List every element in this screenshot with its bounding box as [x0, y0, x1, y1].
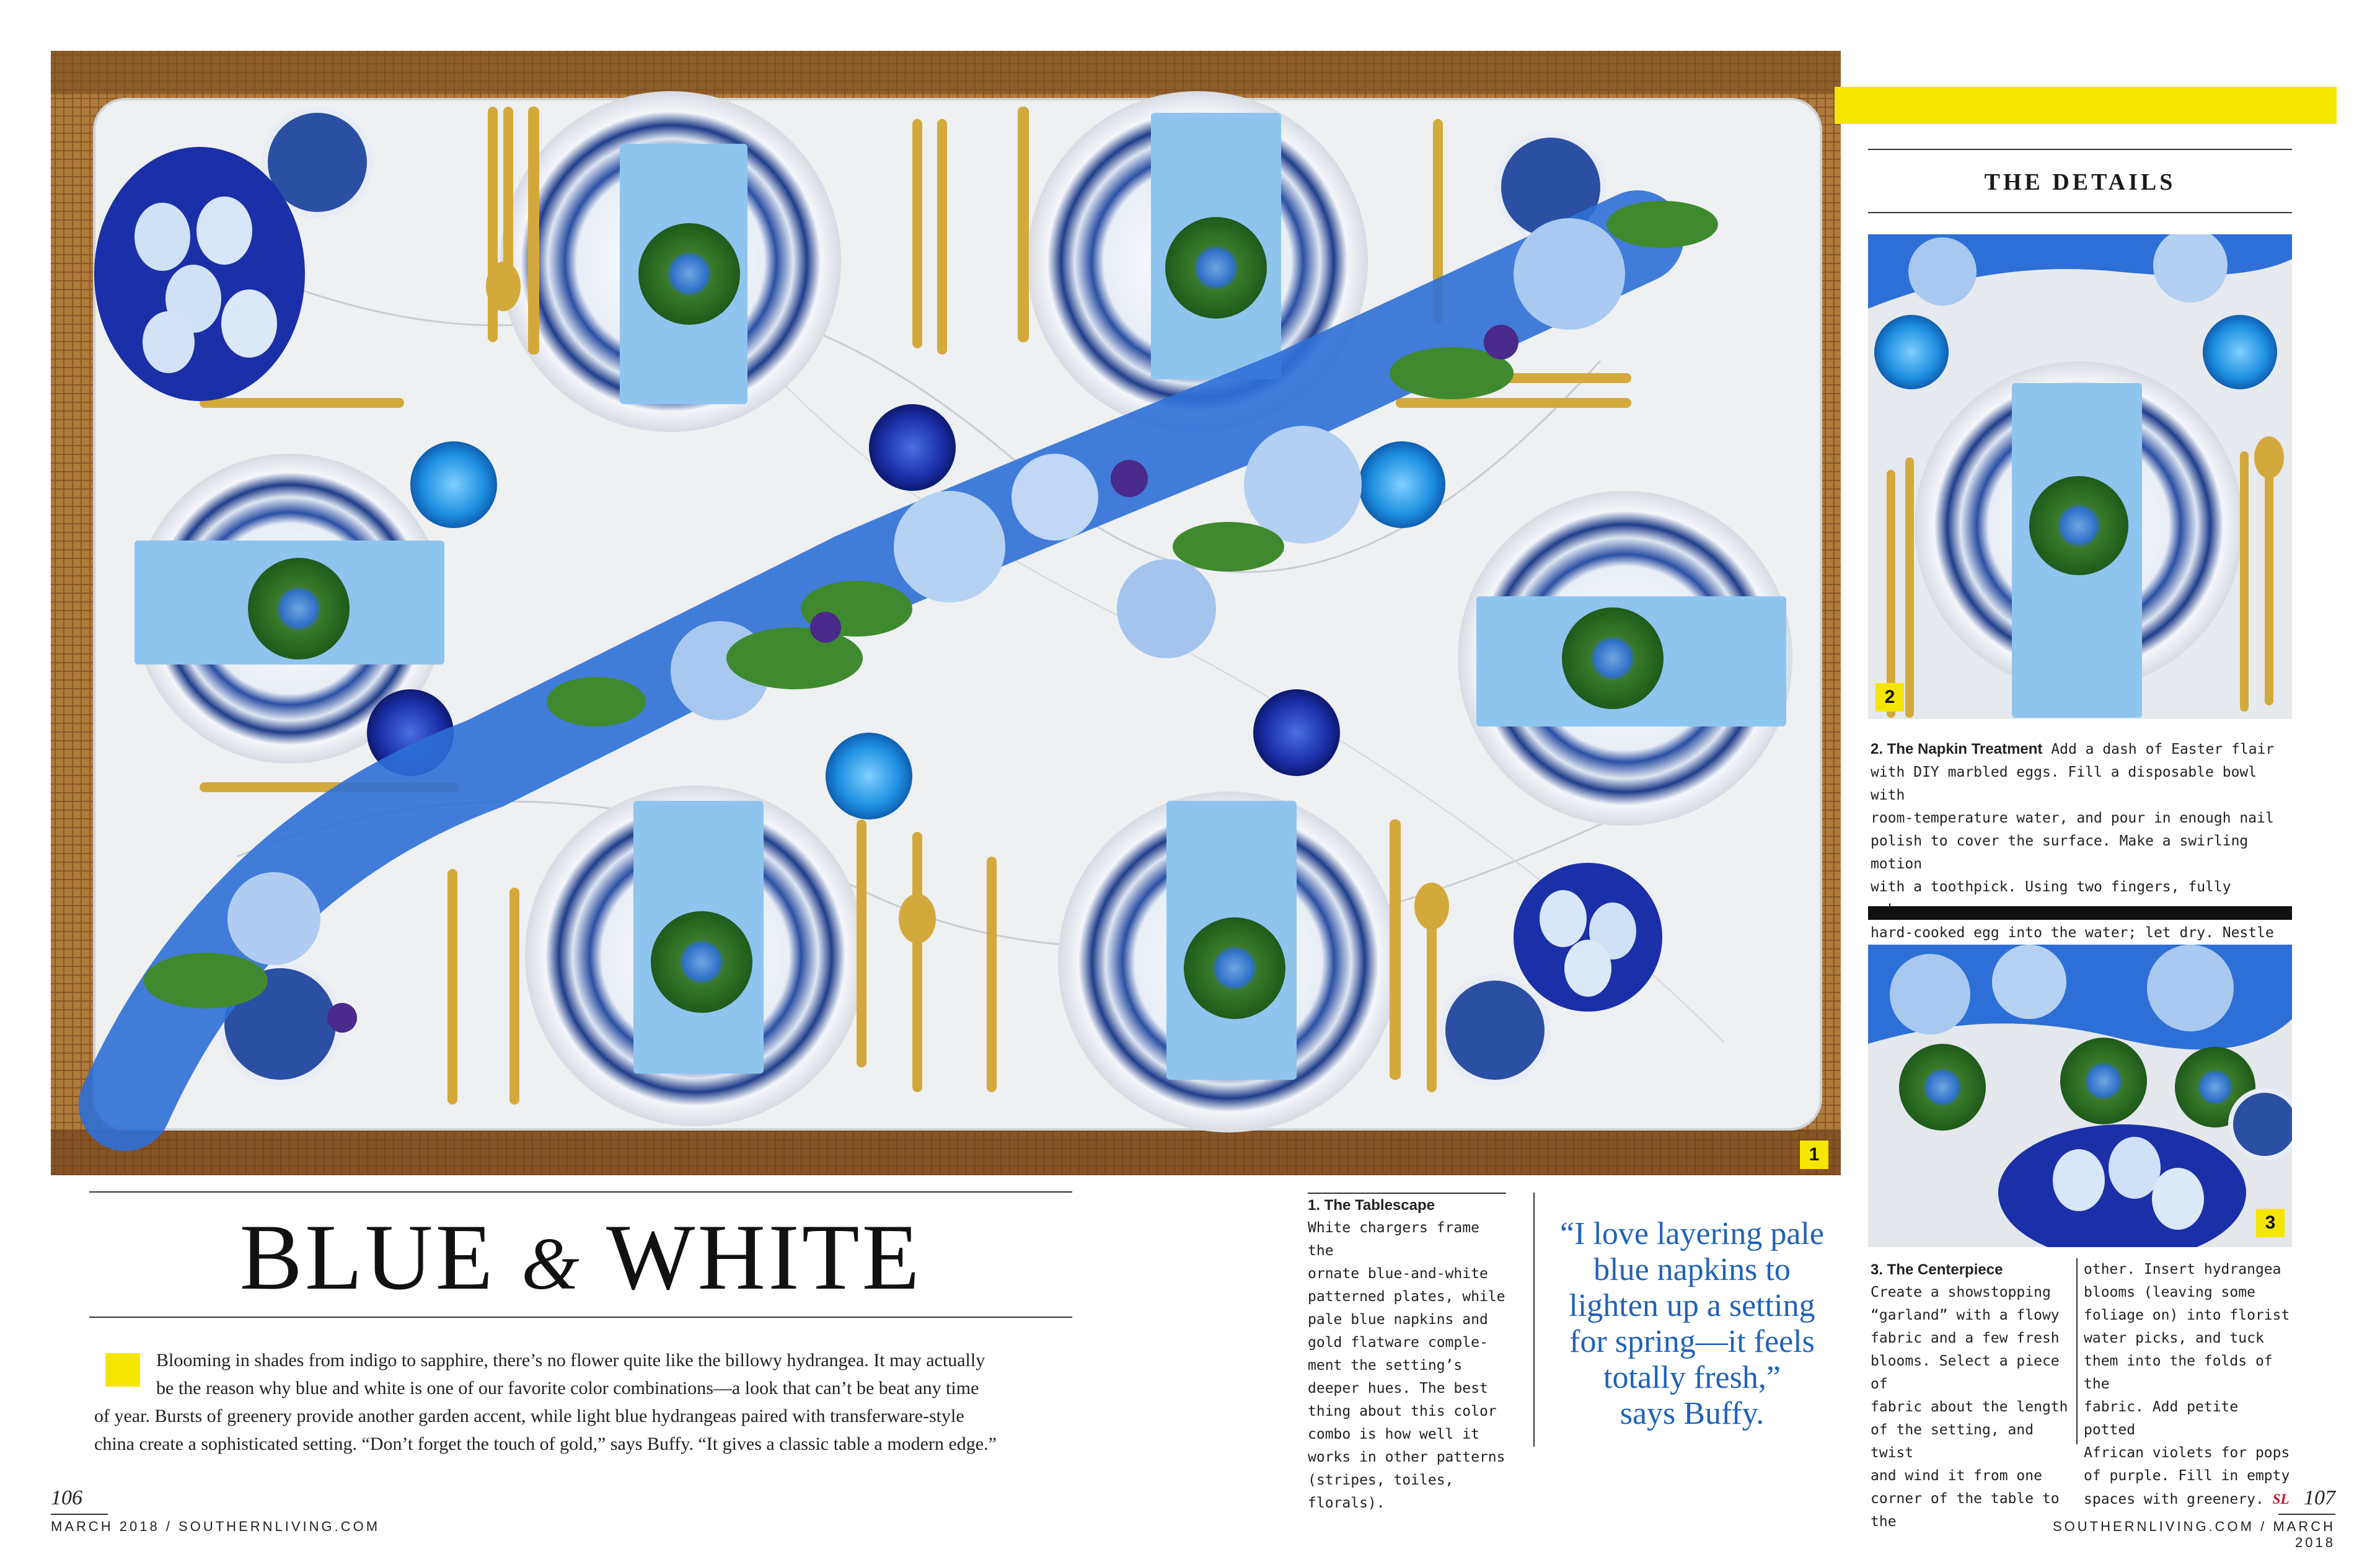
small-dish [1442, 977, 1548, 1083]
divider-bar [1868, 906, 2292, 920]
glass [410, 441, 497, 528]
headline-box [89, 1191, 1072, 1318]
headline [89, 1205, 1072, 1309]
caption-line: ment the setting’s [1308, 1357, 1463, 1374]
intro-line: Blooming in shades from indigo to sapphire, there’s no flower quite like the billowy hydrangea. It may actually [156, 1350, 985, 1370]
column-divider [2076, 1258, 2078, 1444]
photo-number-badge: 2 [1875, 683, 1904, 712]
quote-line: for spring—it feels [1569, 1324, 1815, 1359]
caption-line: works in other patterns [1308, 1449, 1505, 1465]
caption-centerpiece-col1 [1871, 1258, 2069, 1533]
divider [1868, 149, 2292, 150]
caption-line: thing about this color [1308, 1403, 1497, 1419]
intro-yellow-square [105, 1353, 140, 1387]
caption-line: fabric about the length [1871, 1399, 2068, 1415]
caption-line: fabric and a few fresh [1871, 1330, 2060, 1346]
photo-number-badge: 1 [1800, 1141, 1828, 1169]
caption-line: hard-cooked egg into the water; let dry. Nestle [1871, 925, 2274, 941]
caption-line: of the setting, and twist [1871, 1422, 2034, 1461]
quote-line: “I love layering pale [1560, 1216, 1824, 1251]
egg-bowl [1514, 863, 1662, 1012]
right-page-number: 107 [2304, 1486, 2335, 1509]
plate-setting [525, 785, 866, 1126]
headline-ampersand: & [521, 1222, 582, 1305]
caption-line: corner of the table to the [1871, 1491, 2060, 1530]
folio-rule [51, 1514, 108, 1515]
caption-line: gold flatware comple- [1308, 1335, 1488, 1351]
egg-bowl [94, 147, 305, 401]
accent-yellow-bar [1835, 87, 2337, 124]
caption-line: deeper hues. The best [1308, 1380, 1488, 1397]
caption-centerpiece-col2 [2084, 1258, 2292, 1511]
caption-text: spaces with greenery. [2084, 1491, 2264, 1507]
caption-line: fabric. Add petite potted [2084, 1399, 2239, 1438]
headline-part1: BLUE [239, 1205, 496, 1309]
glass [826, 733, 912, 819]
caption-line: of purple. Fill in empty [2084, 1468, 2290, 1484]
divider [1868, 212, 2292, 213]
caption-title: 1. The Tablescape [1308, 1197, 1435, 1214]
caption-line: blooms (leaving some [2084, 1284, 2255, 1300]
plate-setting [1458, 491, 1792, 826]
quote-line: says Buffy. [1620, 1396, 1765, 1431]
caption-text: Add a dash of Easter flair [2042, 741, 2275, 757]
tablescape-illustration [51, 51, 1841, 1175]
quote-line: lighten up a setting [1569, 1288, 1815, 1323]
caption-line: White chargers frame the [1308, 1220, 1479, 1259]
caption-line: foliage on) into florist [2084, 1307, 2290, 1323]
right-footer-line: SOUTHERNLIVING.COM / MARCH 2018 [2052, 1519, 2335, 1550]
quote-divider [1533, 1193, 1535, 1447]
caption-line: other. Insert hydrangea [2084, 1261, 2281, 1277]
left-page-number: 106 [51, 1486, 82, 1509]
caption-line: Create a showstopping [1871, 1284, 2051, 1300]
intro-line: china create a sophisticated setting. “Don’t forget the touch of gold,” says Buffy. “It gives a classic table a modern edge.” [94, 1434, 997, 1454]
caption-line: them into the folds of the [2084, 1353, 2273, 1392]
caption-title: 3. The Centerpiece [1871, 1261, 2003, 1278]
napkin-illustration [1868, 234, 2292, 719]
headline-part2: WHITE [606, 1205, 922, 1309]
napkin-detail-photo [1868, 234, 2292, 719]
quote-line: totally fresh,” [1603, 1360, 1781, 1395]
glass [869, 404, 956, 491]
intro-paragraph [94, 1346, 1055, 1458]
caption-line: ornate blue-and-white [1308, 1266, 1488, 1282]
caption-line: “garland” with a flowy [1871, 1307, 2060, 1323]
caption-line [2084, 1488, 2292, 1511]
caption-line: combo is how well it [1308, 1426, 1479, 1442]
details-heading: THE DETAILS [1984, 169, 2176, 195]
folio-rule [2278, 1514, 2335, 1515]
plate-setting [1058, 792, 1399, 1132]
quote-line: blue napkins to [1593, 1252, 1791, 1287]
pull-quote [1543, 1216, 1841, 1432]
sl-signoff-icon: SL [2272, 1491, 2290, 1507]
caption-line: blooms. Select a piece of [1871, 1353, 2060, 1392]
caption-line: African violets for pops [2084, 1445, 2290, 1461]
glass [1359, 441, 1445, 528]
caption-line: pale blue napkins and [1308, 1312, 1488, 1328]
caption-line [1871, 738, 2292, 761]
centerpiece-detail-photo [1868, 945, 2292, 1247]
plate-setting [500, 91, 841, 432]
caption-line: room-temperature water, and pour in enough nail [1871, 810, 2274, 826]
caption-line: and wind it from one [1871, 1468, 2042, 1484]
caption-line: with DIY marbled eggs. Fill a disposable bowl with [1871, 764, 2257, 803]
intro-line: be the reason why blue and white is one of our favorite color combinations—a look that can’t be beat any time [156, 1378, 979, 1398]
main-tablescape-photo [51, 51, 1841, 1175]
caption-title: 2. The Napkin Treatment [1871, 741, 2043, 757]
intro-line: of year. Bursts of greenery provide another garden accent, while light blue hydrangeas paired with transferware-style [94, 1406, 964, 1426]
photo-number-badge: 3 [2256, 1209, 2285, 1237]
glass [1253, 689, 1340, 776]
centerpiece-illustration [1868, 945, 2292, 1247]
caption-line: with a toothpick. Using two fingers, fully [1871, 879, 2231, 895]
caption-tablescape [1308, 1193, 1506, 1515]
caption-line: (stripes, toiles, florals). [1308, 1472, 1454, 1511]
caption-line: patterned plates, while [1308, 1289, 1505, 1305]
caption-line: water picks, and tuck [2084, 1330, 2264, 1346]
caption-line: polish to cover the surface. Make a swirling motion [1871, 833, 2249, 872]
left-footer-line: MARCH 2018 / SOUTHERNLIVING.COM [51, 1519, 381, 1534]
